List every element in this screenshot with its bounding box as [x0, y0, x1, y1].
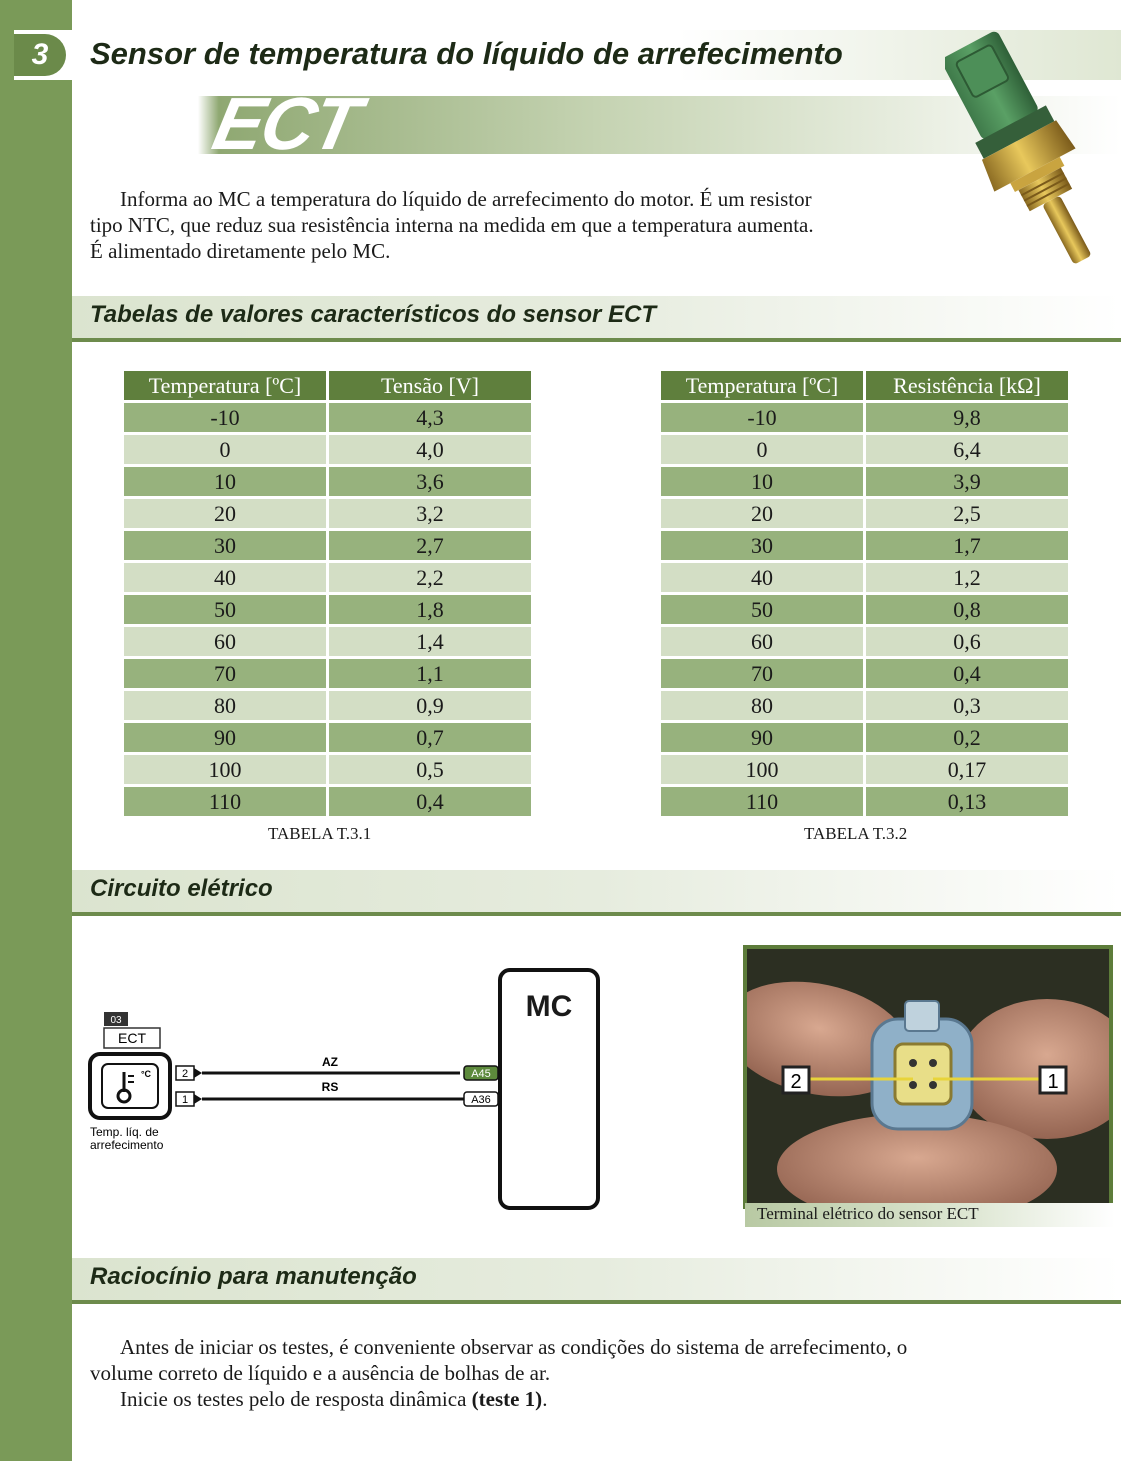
value-cell: 6,4: [866, 435, 1068, 464]
temperature-cell: 40: [124, 563, 326, 592]
value-cell: 0,3: [866, 691, 1068, 720]
photo-caption-band: [745, 1203, 1115, 1227]
value-cell: 0,4: [866, 659, 1068, 688]
section-circuit: [72, 870, 1121, 916]
temperature-cell: 40: [661, 563, 863, 592]
sensor-illustration: [945, 20, 1115, 280]
value-cell: 0,17: [866, 755, 1068, 784]
photo-label-right: 1: [1047, 1071, 1059, 1093]
table-row: [661, 595, 1068, 624]
temperature-cell: 20: [124, 499, 326, 528]
value-cell: 0,8: [866, 595, 1068, 624]
maintenance-line-1: Antes de iniciar os testes, é conveniente observar as condições do sistema de arrefecimento, o: [120, 1335, 908, 1359]
connector-photo: [743, 945, 1113, 1209]
table-row: [661, 627, 1068, 656]
table2-body: [661, 403, 1068, 816]
wire-bottom-label: RS: [321, 1080, 339, 1094]
table-row: [661, 691, 1068, 720]
photo-caption: Terminal elétrico do sensor ECT: [757, 1204, 979, 1223]
intro-line-3: É alimentado diretamente pelo MC.: [90, 239, 391, 263]
table-row: [124, 531, 531, 560]
section-tables: [72, 296, 1121, 342]
table-row: [661, 467, 1068, 496]
value-cell: 0,9: [329, 691, 531, 720]
temperature-cell: 0: [124, 435, 326, 464]
temperature-cell: 60: [661, 627, 863, 656]
table-row: [124, 723, 531, 752]
table-row: [661, 499, 1068, 528]
section-title-circuit: Circuito elétrico: [90, 875, 273, 902]
table-row: [661, 755, 1068, 784]
section-title-tables: Tabelas de valores característicos do sensor ECT: [90, 301, 657, 328]
maintenance-line-3-suffix: .: [542, 1387, 548, 1411]
pin-2-label: 2: [181, 1068, 189, 1080]
table-row: [124, 595, 531, 624]
wire-top-label: AZ: [322, 1055, 338, 1069]
temperature-cell: 30: [124, 531, 326, 560]
value-cell: 3,9: [866, 467, 1068, 496]
table-row: [124, 435, 531, 464]
photo-label-left: 2: [790, 1071, 802, 1093]
component-desc-2: arrefecimento: [90, 1138, 164, 1152]
table-row: [124, 691, 531, 720]
temperature-cell: 20: [661, 499, 863, 528]
table-row: [661, 659, 1068, 688]
table-row: [661, 787, 1068, 816]
temperature-cell: 90: [124, 723, 326, 752]
voltage-table: [121, 368, 534, 819]
temperature-cell: 30: [661, 531, 863, 560]
mc-module-label: MC: [525, 990, 573, 1023]
table1-caption: TABELA T.3.1: [268, 824, 372, 843]
temperature-cell: 100: [661, 755, 863, 784]
maintenance-line-3-prefix: Inicie os testes pelo de resposta dinâmica: [120, 1387, 472, 1411]
table-row: [124, 403, 531, 432]
temperature-cell: -10: [661, 403, 863, 432]
table2-header-resistance: Resistência [kΩ]: [866, 371, 1068, 400]
value-cell: 2,7: [329, 531, 531, 560]
table-row: [661, 435, 1068, 464]
temperature-cell: 100: [124, 755, 326, 784]
page-sidebar: [0, 0, 72, 1461]
value-cell: 2,2: [329, 563, 531, 592]
value-cell: 0,13: [866, 787, 1068, 816]
table-row: [661, 403, 1068, 432]
component-code: 03: [110, 1015, 122, 1026]
table-row: [124, 467, 531, 496]
value-cell: 0,4: [329, 787, 531, 816]
temperature-cell: 70: [124, 659, 326, 688]
table-row: [124, 787, 531, 816]
ect-logo: ECT: [206, 82, 366, 165]
value-cell: 9,8: [866, 403, 1068, 432]
table-row: [124, 563, 531, 592]
value-cell: 1,2: [866, 563, 1068, 592]
table-row: [124, 659, 531, 688]
table1-body: [124, 403, 531, 816]
maintenance-line-2: volume correto de líquido e a ausência de bolhas de ar.: [90, 1361, 551, 1385]
table-row: [661, 723, 1068, 752]
component-name: ECT: [118, 1030, 146, 1046]
intro-line-2: tipo NTC, que reduz sua resistência interna na medida em que a temperatura aumenta.: [90, 213, 814, 237]
temperature-cell: 10: [124, 467, 326, 496]
intro-line-1: Informa ao MC a temperatura do líquido de arrefecimento do motor. É um resistor: [120, 187, 812, 211]
value-cell: 1,8: [329, 595, 531, 624]
value-cell: 1,4: [329, 627, 531, 656]
temperature-cell: 80: [124, 691, 326, 720]
table1-header-voltage: Tensão [V]: [329, 371, 531, 400]
temperature-cell: 110: [124, 787, 326, 816]
temperature-cell: 70: [661, 659, 863, 688]
value-cell: 1,1: [329, 659, 531, 688]
temperature-cell: 0: [661, 435, 863, 464]
section-maintenance: [72, 1258, 1121, 1304]
temperature-cell: 50: [661, 595, 863, 624]
component-desc-1: Temp. líq. de: [90, 1125, 159, 1139]
test-reference: (teste 1): [471, 1387, 543, 1411]
resistance-table: [658, 368, 1071, 819]
pin-1-label: 1: [181, 1094, 189, 1106]
temperature-cell: -10: [124, 403, 326, 432]
section-title-maintenance: Raciocínio para manutenção: [90, 1263, 417, 1290]
table1-header-temp: Temperatura [ºC]: [124, 371, 326, 400]
value-cell: 0,7: [329, 723, 531, 752]
terminal-top-label: A45: [471, 1068, 491, 1080]
value-cell: 2,5: [866, 499, 1068, 528]
temperature-cell: 10: [661, 467, 863, 496]
table-row: [124, 627, 531, 656]
temperature-cell: 110: [661, 787, 863, 816]
temperature-cell: 80: [661, 691, 863, 720]
mc-module-box: [498, 968, 600, 1210]
value-cell: 0,6: [866, 627, 1068, 656]
maintenance-paragraph: [90, 1334, 1105, 1412]
circuit-diagram: [80, 960, 520, 1210]
table-row: [124, 499, 531, 528]
value-cell: 4,0: [329, 435, 531, 464]
temperature-cell: 50: [124, 595, 326, 624]
temperature-cell: 90: [661, 723, 863, 752]
value-cell: 3,2: [329, 499, 531, 528]
chapter-number: 3: [14, 34, 66, 76]
terminal-bottom-label: A36: [471, 1094, 491, 1106]
table2-header-temp: Temperatura [ºC]: [661, 371, 863, 400]
temperature-cell: 60: [124, 627, 326, 656]
unit-symbol: °C: [140, 1069, 152, 1079]
table-row: [124, 755, 531, 784]
value-cell: 4,3: [329, 403, 531, 432]
value-cell: 1,7: [866, 531, 1068, 560]
table2-caption: TABELA T.3.2: [804, 824, 908, 843]
value-cell: 0,5: [329, 755, 531, 784]
value-cell: 0,2: [866, 723, 1068, 752]
page-title: Sensor de temperatura do líquido de arrefecimento: [90, 36, 843, 71]
table-row: [661, 563, 1068, 592]
value-cell: 3,6: [329, 467, 531, 496]
intro-paragraph: [90, 186, 960, 264]
table-row: [661, 531, 1068, 560]
